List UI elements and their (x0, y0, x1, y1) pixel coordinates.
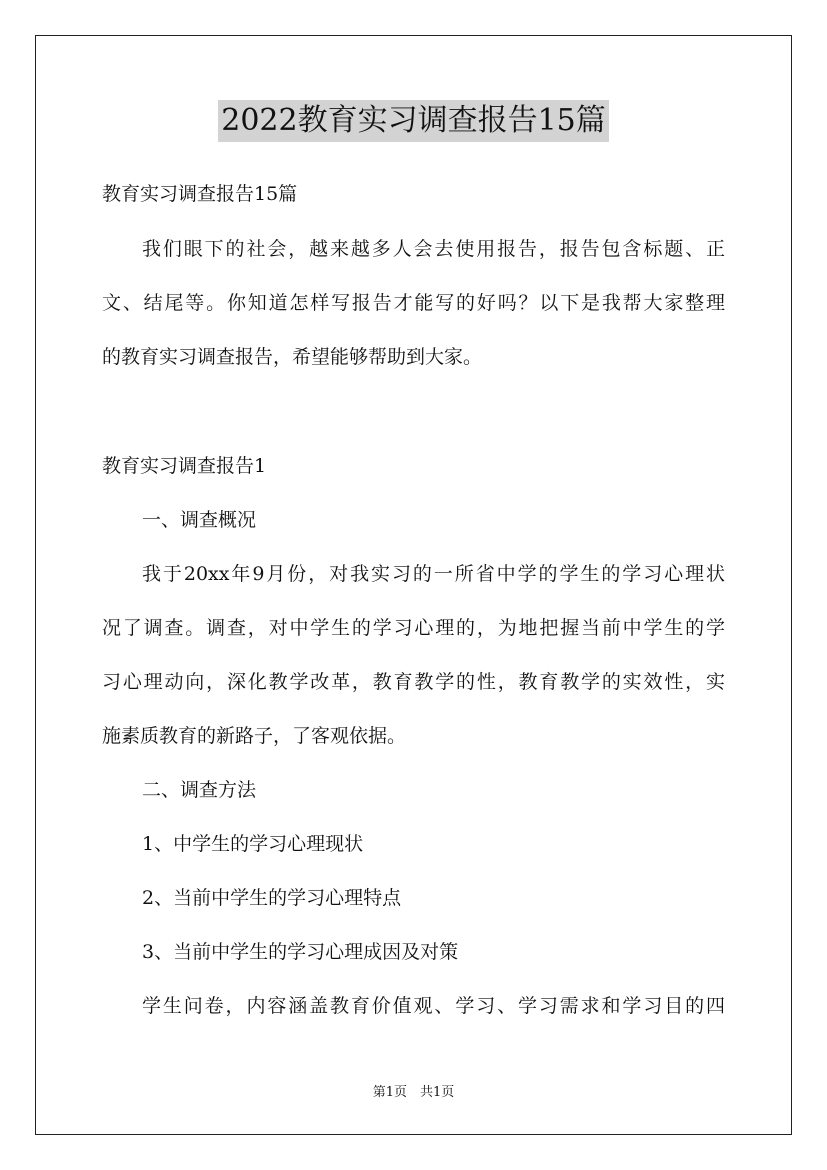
title-area (0, 100, 827, 142)
intro-line-1: 我们眼下的社会，越来越多人会去使用报告，报告包含标题、正 (142, 238, 725, 260)
para-1-line-2: 况了调查。调查，对中学生的学习心理的，为地把握当前中学生的学 (102, 617, 725, 639)
list-item: 2、当前中学生的学习心理特点 (142, 887, 402, 909)
section-heading: 教育实习调查报告1 (102, 455, 267, 477)
document-subtitle: 教育实习调查报告15篇 (102, 183, 298, 205)
page-footer: 第1页 共1页 (372, 1085, 455, 1100)
list-item: 3、当前中学生的学习心理成因及对策 (142, 941, 459, 963)
heading-survey-overview: 一、调查概况 (142, 509, 257, 531)
heading-survey-method: 二、调查方法 (142, 779, 257, 801)
para-1-line-1: 我于20xx年9月份，对我实习的一所省中学的学生的学习心理状 (142, 563, 725, 585)
para-1-line-4: 施素质教育的新路子，了客观依据。 (102, 725, 407, 747)
intro-line-3: 的教育实习调查报告，希望能够帮助到大家。 (102, 346, 483, 368)
document-title: 2022教育实习调查报告15篇 (218, 100, 609, 142)
para-2-line-1: 学生问卷，内容涵盖教育价值观、学习、学习需求和学习目的四 (142, 995, 725, 1017)
intro-line-2: 文、结尾等。你知道怎样写报告才能写的好吗？以下是我帮大家整理 (102, 292, 725, 314)
para-1-line-3: 习心理动向，深化教学改革，教育教学的性，教育教学的实效性，实 (102, 671, 725, 693)
list-item: 1、中学生的学习心理现状 (142, 833, 364, 855)
